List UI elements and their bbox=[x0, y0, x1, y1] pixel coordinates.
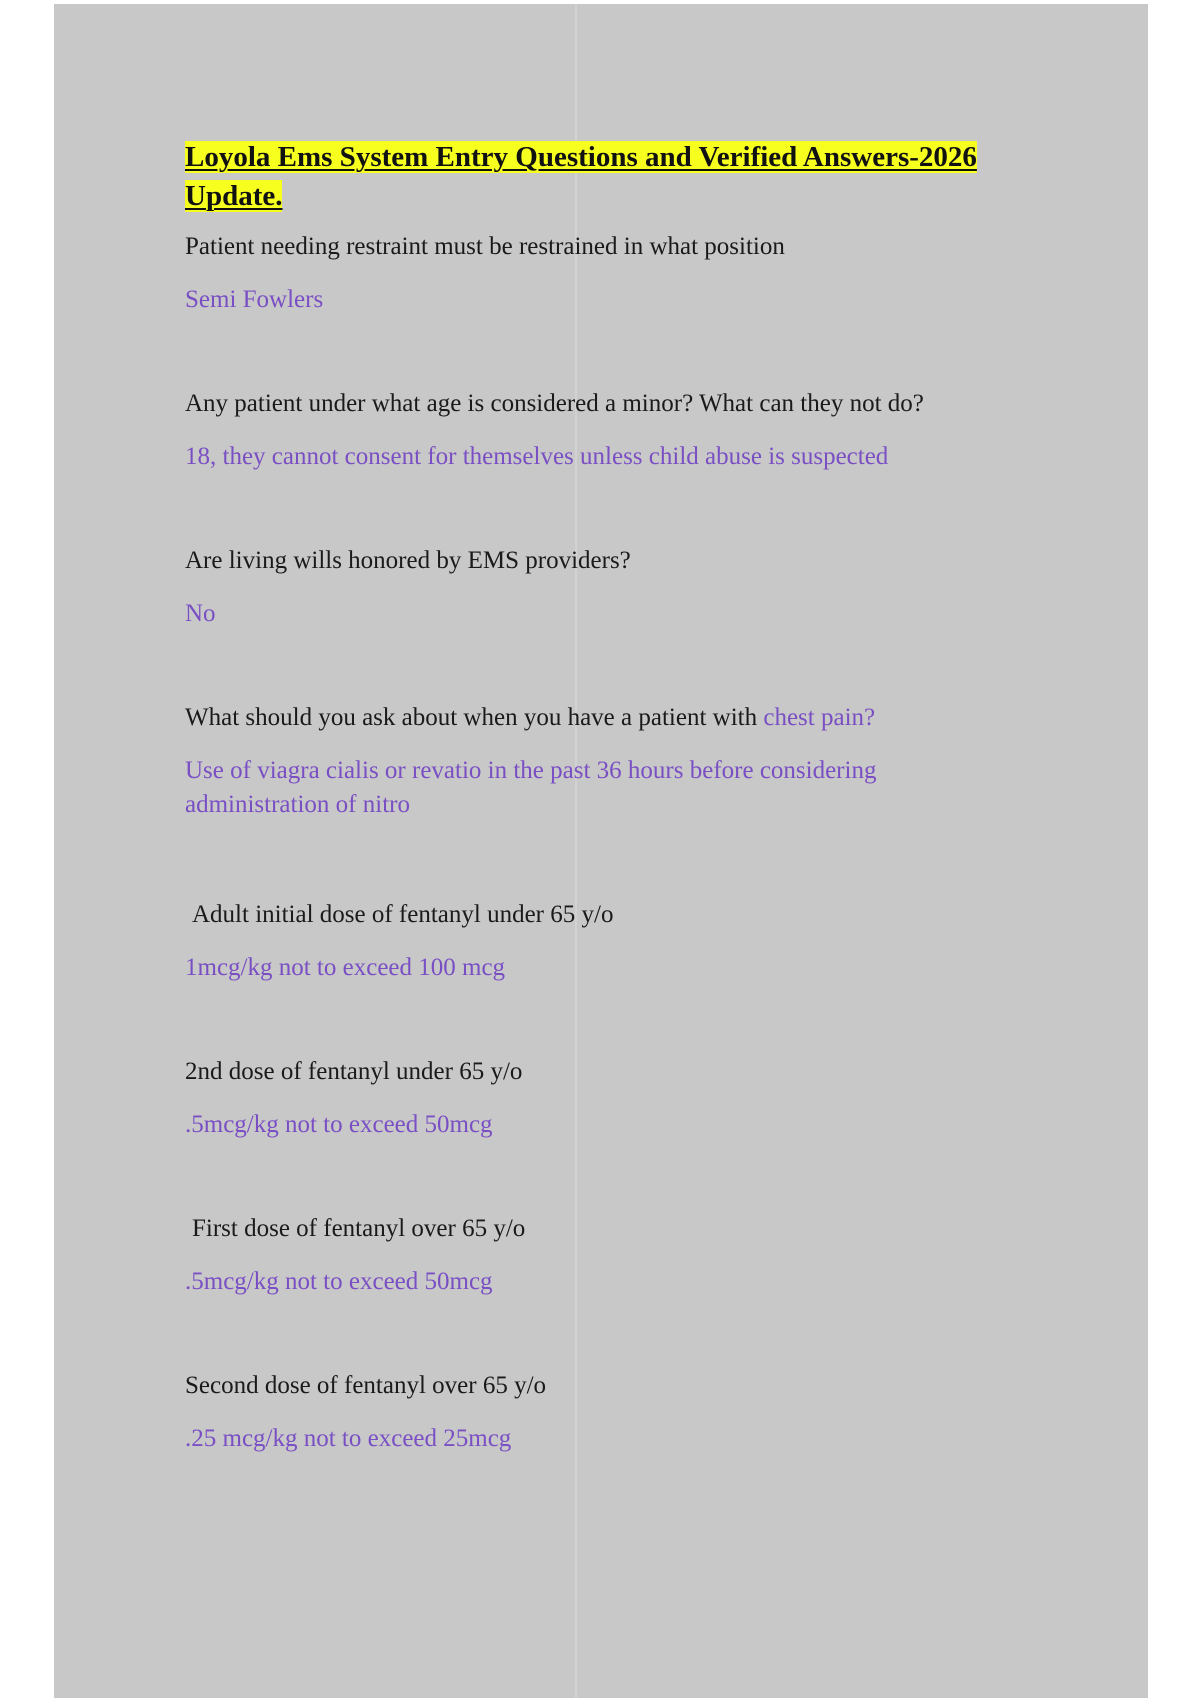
qa-item bbox=[185, 1055, 1065, 1142]
question-text: First dose of fentanyl over 65 y/o bbox=[192, 1215, 526, 1242]
answer-text: .25 mcg/kg not to exceed 25mcg bbox=[185, 1425, 512, 1452]
answer-text: Semi Fowlers bbox=[185, 286, 324, 313]
qa-item bbox=[185, 898, 1065, 985]
qa-item bbox=[185, 701, 1065, 822]
question-text: Are living wills honored by EMS providers? bbox=[185, 547, 631, 574]
answer-text: Use of viagra cialis or revatio in the past 36 hours before considering administration of nitro bbox=[185, 757, 877, 818]
qa-item bbox=[185, 1212, 1065, 1299]
qa-item bbox=[185, 544, 1065, 631]
answer-text: .5mcg/kg not to exceed 50mcg bbox=[185, 1268, 493, 1295]
answer-text: 18, they cannot consent for themselves unless child abuse is suspected bbox=[185, 443, 889, 470]
answer-text: 1mcg/kg not to exceed 100 mcg bbox=[185, 954, 506, 981]
document-content bbox=[185, 138, 1065, 1456]
question-text: Second dose of fentanyl over 65 y/o bbox=[185, 1372, 547, 1399]
document-page bbox=[54, 4, 1148, 1698]
question-text bbox=[185, 701, 1065, 735]
qa-item bbox=[185, 1369, 1065, 1456]
question-text: Patient needing restraint must be restrained in what position bbox=[185, 233, 785, 260]
qa-item bbox=[185, 387, 1065, 474]
question-text: Adult initial dose of fentanyl under 65 y/o bbox=[192, 901, 614, 928]
document-title-text: Loyola Ems System Entry Questions and Verified Answers-2026 Update. bbox=[185, 141, 977, 212]
document-title bbox=[185, 138, 1065, 216]
question-highlight-text: chest pain? bbox=[763, 704, 876, 731]
qa-item bbox=[185, 230, 1065, 317]
answer-text: No bbox=[185, 600, 216, 627]
question-text: 2nd dose of fentanyl under 65 y/o bbox=[185, 1058, 523, 1085]
question-text: Any patient under what age is considered a minor? What can they not do? bbox=[185, 390, 924, 417]
answer-text: .5mcg/kg not to exceed 50mcg bbox=[185, 1111, 493, 1138]
question-text-prefix: What should you ask about when you have a patient with bbox=[185, 704, 764, 731]
